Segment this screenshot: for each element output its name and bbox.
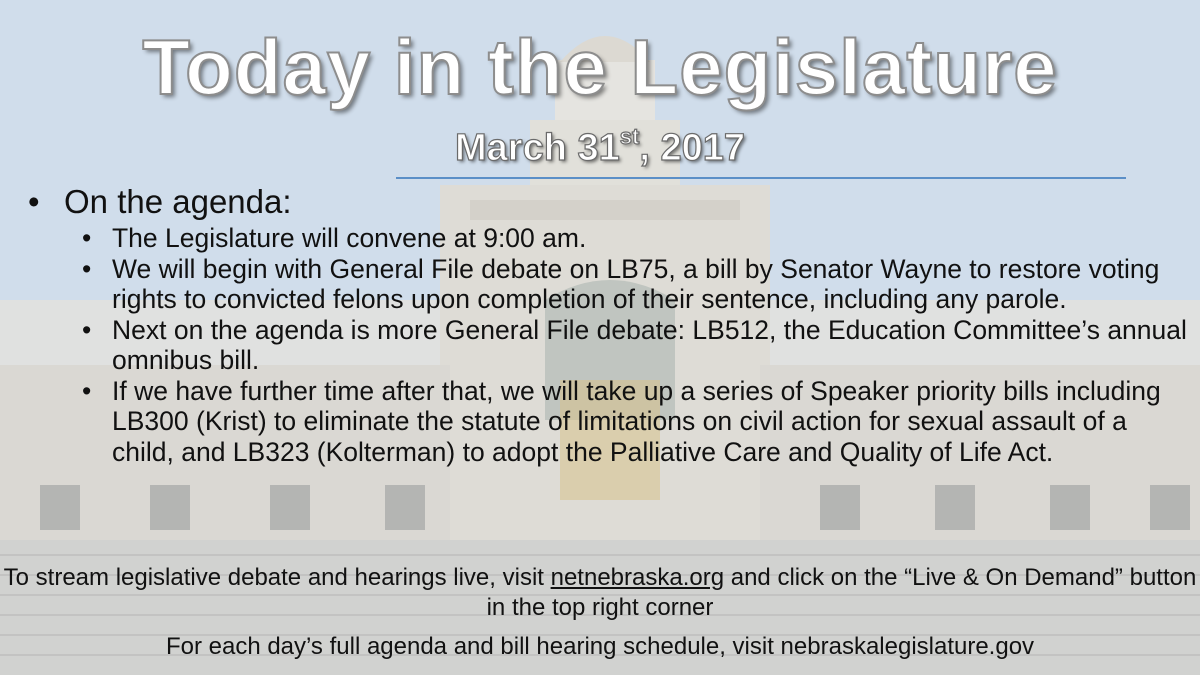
stream-instructions [0,563,1200,623]
agenda-schedule-note: For each day’s full agenda and bill hearing schedule, visit nebraskalegislature.gov [165,633,1035,660]
bullet-icon: • [82,223,92,253]
agenda-item-text: Next on the agenda is more General File debate: LB512, the Education Committee’s annual omnibus bill. [112,314,1187,375]
agenda-list [28,183,1188,467]
date-ordinal: st [619,124,640,149]
list-item [82,376,1188,468]
netnebraska-link[interactable]: netnebraska.org [550,564,725,591]
bullet-icon: • [82,314,92,345]
bullet-icon: • [28,183,40,220]
bullet-icon: • [82,375,92,406]
date-year: , 2017 [639,127,745,169]
agenda-sublist [82,223,1188,467]
list-item [82,223,1188,254]
list-item [82,315,1188,376]
title-divider [396,177,1126,179]
bullet-icon: • [82,253,92,284]
slide-date [0,124,1200,170]
agenda-heading: On the agenda: [64,183,292,220]
agenda-item-text: We will begin with General File debate on LB75, a bill by Senator Wayne to restore voting rights to convicted felons upon completion of their sentence, including any parole. [112,253,1160,314]
agenda-heading-item [28,183,1188,221]
slide-title: Today in the Legislature [142,23,1058,111]
date-month-day: March 31 [455,127,620,169]
stream-text-before: To stream legislative debate and hearings live, visit [3,564,551,591]
agenda-item-text: The Legislature will convene at 9:00 am. [112,223,587,253]
stream-text-after: and click on the “Live & On Demand” button in the top right corner [486,564,1197,621]
list-item [82,254,1188,315]
agenda-item-text: If we have further time after that, we will take up a series of Speaker priority bills including LB300 (Krist) to eliminate the statute of limitations on civil action for sexual assault of a child, and LB323 (Kolterman) to adopt the Palliative Care and Quality of Life Act. [112,375,1161,467]
